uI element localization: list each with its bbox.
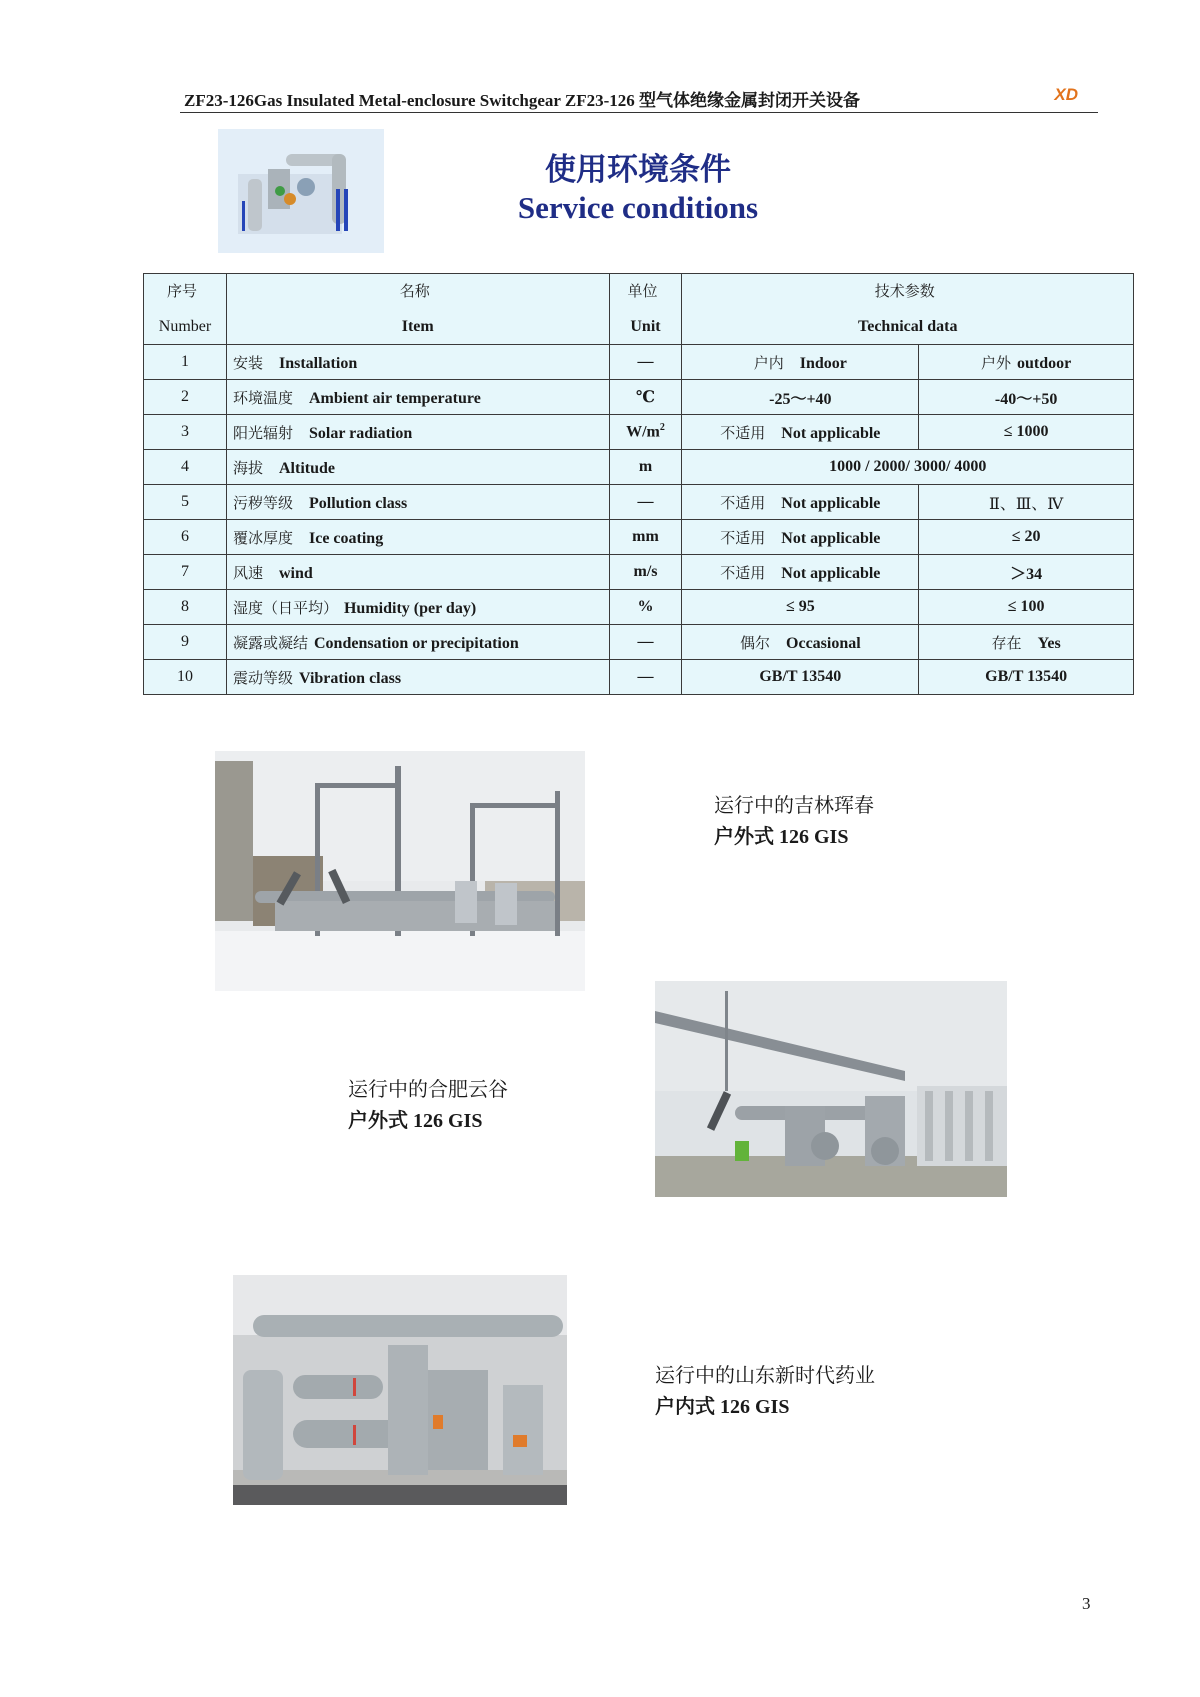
header-title: ZF23-126Gas Insulated Metal-enclosure Switchgear ZF23-126 型气体绝缘金属封闭开关设备: [184, 91, 861, 110]
row-item: [226, 485, 609, 520]
row-number: 6: [144, 520, 227, 555]
item-en: Ambient air temperature: [308, 389, 481, 407]
row-number: 3: [144, 415, 227, 450]
item-cn: 环境温度: [232, 388, 293, 407]
item-en: Vibration class: [298, 669, 402, 687]
row-item: [226, 450, 609, 485]
item-cn: 安装: [232, 353, 263, 372]
row-indoor: [682, 520, 919, 555]
row-indoor: [682, 555, 919, 590]
item-cn: 震动等级: [232, 668, 293, 687]
row-outdoor: ≤ 100: [919, 590, 1134, 625]
item-cn: 湿度（日平均）: [232, 598, 338, 617]
row-merged-value: 1000 / 2000/ 3000/ 4000: [682, 450, 1134, 485]
table-row: [144, 555, 1134, 590]
row-indoor: [682, 485, 919, 520]
table-row: [144, 660, 1134, 695]
row-item: [226, 555, 609, 590]
indoor-cn: 不适用: [720, 528, 766, 547]
header-unit-cn: 单位: [627, 282, 658, 300]
item-en: Humidity (per day): [343, 599, 477, 617]
service-conditions-table: [143, 273, 1134, 695]
outdoor-cn: 户外: [980, 353, 1011, 372]
caption-line2: 户外式 126 GIS: [714, 826, 849, 848]
indoor-en: Indoor: [799, 354, 847, 372]
header-tech-en: Technical data: [858, 318, 958, 335]
indoor-en: Not applicable: [781, 529, 881, 547]
row-number: 5: [144, 485, 227, 520]
page-number: 3: [1082, 1594, 1091, 1613]
row-number: 2: [144, 380, 227, 415]
row-number: 8: [144, 590, 227, 625]
row-unit: [609, 415, 682, 450]
outdoor-en: outdoor: [1017, 354, 1072, 372]
row-item: [226, 590, 609, 625]
row-outdoor: ≤ 1000: [919, 415, 1134, 450]
company-logo: XD: [1054, 85, 1078, 104]
header-unit-en: Unit: [630, 318, 661, 335]
row-outdoor: [919, 625, 1134, 660]
item-cn: 阳光辐射: [232, 423, 293, 442]
row-indoor: [682, 415, 919, 450]
row-indoor: -25～+40: [682, 380, 919, 415]
row-unit: ℃: [609, 380, 682, 415]
row-number: 7: [144, 555, 227, 590]
row-item: [226, 415, 609, 450]
row-unit: m/s: [609, 555, 682, 590]
row-item: [226, 345, 609, 380]
indoor-cn: 不适用: [720, 493, 766, 512]
row-number: 1: [144, 345, 227, 380]
table-row: [144, 520, 1134, 555]
item-cn: 风速: [232, 563, 263, 582]
row-number: 9: [144, 625, 227, 660]
indoor-cn: 不适用: [720, 423, 766, 442]
item-cn: 污秽等级: [232, 493, 293, 512]
header-item-cn: 名称: [399, 282, 430, 300]
header-technical-data: [682, 274, 1134, 345]
row-unit: %: [609, 590, 682, 625]
row-indoor: [682, 345, 919, 380]
row-item: [226, 625, 609, 660]
row-indoor: [682, 625, 919, 660]
table-header-row: [144, 274, 1134, 345]
row-number: 10: [144, 660, 227, 695]
header-number-cn: 序号: [166, 282, 197, 300]
header-item-en: Item: [401, 318, 434, 335]
row-item: [226, 660, 609, 695]
caption-line2: 户外式 126 GIS: [348, 1110, 483, 1132]
row-unit: —: [609, 345, 682, 380]
item-en: Solar radiation: [308, 424, 413, 442]
item-cn: 凝露或凝结: [232, 633, 308, 652]
table-row: [144, 450, 1134, 485]
row-unit: —: [609, 625, 682, 660]
photo-shandong-indoor-gis: [233, 1275, 567, 1505]
section-title-cn: 使用环境条件: [545, 152, 731, 188]
caption-hefei: [348, 1073, 508, 1137]
item-en: Pollution class: [308, 494, 408, 512]
table-row: [144, 345, 1134, 380]
row-item: [226, 380, 609, 415]
row-number: 4: [144, 450, 227, 485]
indoor-cn: 不适用: [720, 563, 766, 582]
caption-line1: 运行中的合肥云谷: [348, 1077, 508, 1101]
header-tech-cn: 技术参数: [874, 282, 935, 300]
caption-hunchun: [714, 789, 874, 853]
caption-line1: 运行中的山东新时代药业: [655, 1363, 875, 1387]
row-outdoor: GB/T 13540: [919, 660, 1134, 695]
outdoor-cn: 存在: [991, 633, 1022, 652]
item-cn: 覆冰厚度: [232, 528, 293, 547]
indoor-en: Occasional: [786, 634, 861, 652]
header-number: [144, 274, 227, 345]
row-unit: m: [609, 450, 682, 485]
row-outdoor: Ⅱ、Ⅲ、Ⅳ: [919, 485, 1134, 520]
table-row: [144, 625, 1134, 660]
row-outdoor: ＞34: [919, 555, 1134, 590]
row-item: [226, 520, 609, 555]
outdoor-en: Yes: [1037, 634, 1061, 652]
row-outdoor: [919, 345, 1134, 380]
row-unit: —: [609, 660, 682, 695]
item-en: Condensation or precipitation: [313, 634, 519, 652]
caption-line1: 运行中的吉林珲春: [714, 793, 874, 817]
table-row: [144, 380, 1134, 415]
header-item: [226, 274, 609, 345]
row-indoor: GB/T 13540: [682, 660, 919, 695]
indoor-cn: 户内: [753, 353, 784, 372]
item-en: Altitude: [278, 459, 335, 477]
page-header: [180, 84, 1098, 113]
gis-thumbnail-image: [218, 129, 384, 253]
item-cn: 海拔: [232, 458, 263, 477]
caption-line2: 户内式 126 GIS: [655, 1396, 790, 1418]
table-row: [144, 415, 1134, 450]
indoor-en: Not applicable: [781, 564, 881, 582]
caption-shandong: [655, 1359, 875, 1423]
row-outdoor: ≤ 20: [919, 520, 1134, 555]
indoor-cn: 偶尔: [740, 633, 771, 652]
indoor-en: Not applicable: [781, 494, 881, 512]
section-title-en: Service conditions: [517, 190, 759, 225]
unit-text: W/m: [626, 423, 660, 441]
table-row: [144, 485, 1134, 520]
header-unit: [609, 274, 682, 345]
photo-hefei-outdoor-gis: [655, 981, 1007, 1197]
item-en: wind: [278, 564, 313, 582]
row-unit: —: [609, 485, 682, 520]
photo-hunchun-outdoor-gis: [215, 751, 585, 991]
table-row: [144, 590, 1134, 625]
row-indoor: ≤ 95: [682, 590, 919, 625]
row-outdoor: -40～+50: [919, 380, 1134, 415]
header-number-en: Number: [158, 318, 212, 335]
indoor-en: Not applicable: [781, 424, 881, 442]
item-en: Ice coating: [308, 529, 384, 547]
unit-superscript: 2: [659, 422, 665, 434]
row-unit: mm: [609, 520, 682, 555]
item-en: Installation: [278, 354, 358, 372]
